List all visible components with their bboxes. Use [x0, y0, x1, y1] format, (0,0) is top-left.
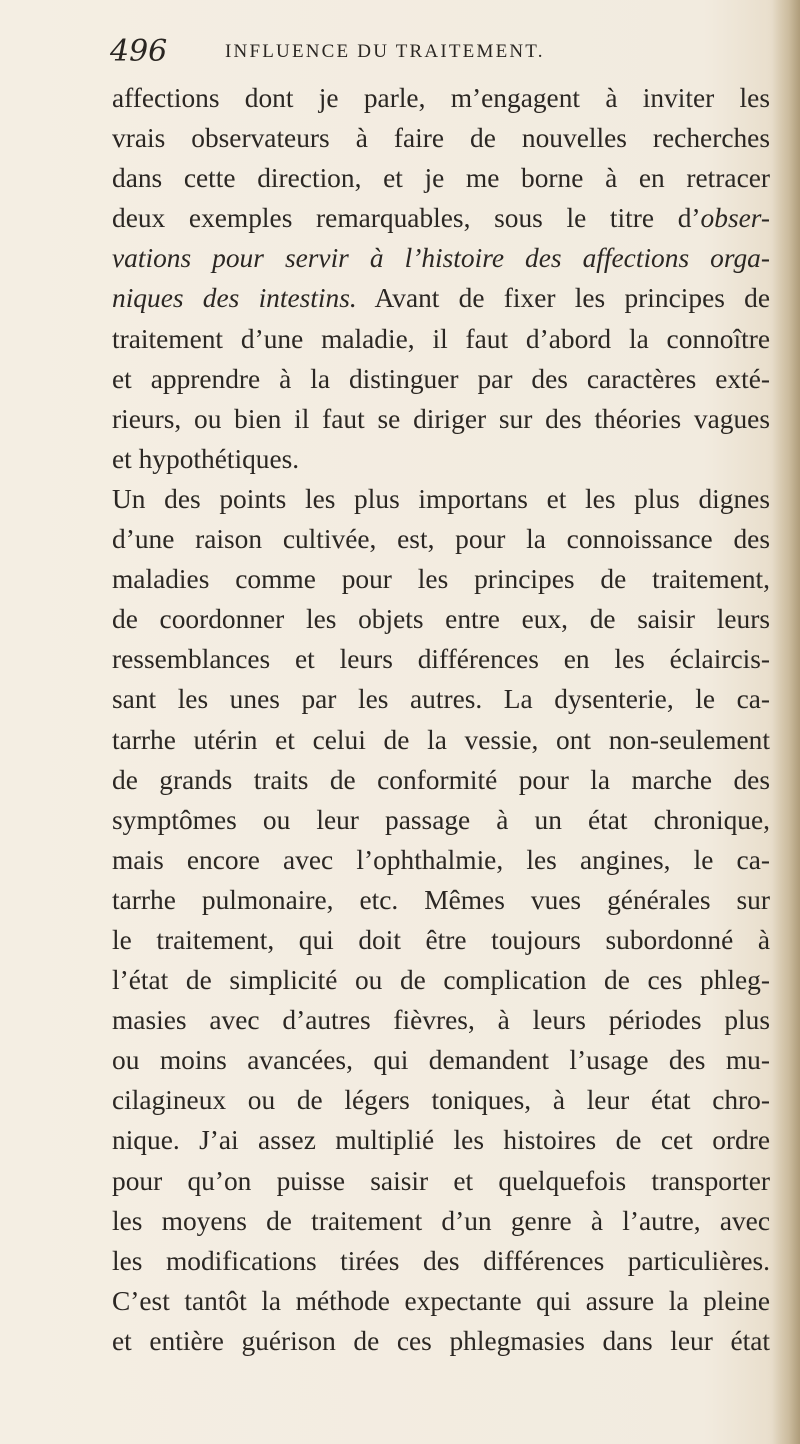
text-segment: les moyens de traitement d’un genre à l’autre, avec [112, 1205, 770, 1236]
italic-text-segment: niques des intestins. [112, 283, 357, 314]
text-segment: d’une raison cultivée, est, pour la connoissance des [112, 524, 770, 555]
text-segment: Un des points les plus importans et les plus dignes [112, 483, 770, 514]
text-line [112, 479, 770, 519]
body-text [112, 78, 770, 1361]
text-line [112, 920, 770, 960]
text-segment: tarrhe pulmonaire, etc. Mêmes vues générales sur [112, 884, 770, 915]
text-segment: symptômes ou leur passage à un état chronique, [112, 804, 770, 835]
text-line [112, 278, 770, 318]
text-line [112, 1201, 770, 1241]
text-segment: les modifications tirées des différences particulières. [112, 1245, 770, 1276]
text-line [112, 359, 770, 399]
text-segment: deux exemples remarquables, sous le titre d’ [112, 203, 701, 234]
text-segment: traitement d’une maladie, il faut d’abord la connoître [112, 323, 770, 354]
text-line [112, 78, 770, 118]
text-segment: vrais observateurs à faire de nouvelles recherches [112, 123, 770, 154]
text-line [112, 1040, 770, 1080]
italic-text-segment: vations pour servir à l’histoire des affections orga- [112, 243, 770, 274]
text-line [112, 800, 770, 840]
text-line [112, 880, 770, 920]
text-segment: ou moins avancées, qui demandent l’usage des mu- [112, 1045, 770, 1076]
text-line [112, 1241, 770, 1281]
text-segment: de grands traits de conformité pour la marche des [112, 764, 770, 795]
text-segment: et hypothétiques. [112, 443, 300, 474]
text-line [112, 559, 770, 599]
text-segment: affections dont je parle, m’engagent à inviter les [112, 83, 770, 113]
text-line [112, 639, 770, 679]
text-segment: le traitement, qui doit être toujours subordonné à [112, 924, 770, 955]
text-segment: masies avec d’autres fièvres, à leurs périodes plus [112, 1005, 770, 1036]
text-segment: mais encore avec l’ophthalmie, les angines, le ca- [112, 844, 770, 875]
text-segment: tarrhe utérin et celui de la vessie, ont non-seulement [112, 724, 770, 755]
text-segment: ressemblances et leurs différences en les éclaircis- [112, 644, 770, 675]
text-line [112, 599, 770, 639]
text-line [112, 158, 770, 198]
text-line [112, 720, 770, 760]
text-segment: nique. J’ai assez multiplié les histoires de cet ordre [112, 1125, 770, 1156]
page-number: 496 [110, 34, 168, 69]
text-line [112, 960, 770, 1000]
text-line [112, 198, 770, 238]
text-segment: C’est tantôt la méthode expectante qui assure la pleine [112, 1285, 770, 1316]
text-line [112, 760, 770, 800]
text-line [112, 439, 770, 479]
text-line [112, 679, 770, 719]
text-segment: dans cette direction, et je me borne à en retracer [112, 163, 770, 194]
text-segment: maladies comme pour les principes de traitement, [112, 564, 770, 595]
text-segment: rieurs, ou bien il faut se diriger sur des théories vagues [112, 403, 770, 434]
text-line [112, 1080, 770, 1120]
text-segment: de coordonner les objets entre eux, de saisir leurs [112, 604, 770, 635]
text-line [112, 840, 770, 880]
text-line [112, 1000, 770, 1040]
text-line [112, 399, 770, 439]
text-segment: l’état de simplicité ou de complication de ces phleg- [112, 965, 770, 996]
text-line [112, 1161, 770, 1201]
text-segment: et entière guérison de ces phlegmasies dans leur état [112, 1325, 770, 1356]
text-line [112, 519, 770, 559]
text-segment: cilagineux ou de légers toniques, à leur état chro- [112, 1085, 770, 1116]
text-line [112, 319, 770, 359]
page-edge-shadow [772, 0, 800, 1444]
page-header [110, 32, 750, 72]
text-line [112, 1120, 770, 1160]
italic-text-segment: obser- [700, 203, 770, 234]
text-line [112, 238, 770, 278]
text-line [112, 118, 770, 158]
text-line [112, 1321, 770, 1361]
text-line [112, 1281, 770, 1321]
text-segment: sant les unes par les autres. La dysenterie, le ca- [112, 684, 770, 715]
text-segment: pour qu’on puisse saisir et quelquefois transporter [112, 1165, 770, 1196]
text-segment: Avant de fixer les principes de [356, 283, 771, 314]
text-segment: et apprendre à la distinguer par des caractères exté- [112, 363, 770, 394]
running-head: INFLUENCE DU TRAITEMENT. [225, 41, 545, 62]
